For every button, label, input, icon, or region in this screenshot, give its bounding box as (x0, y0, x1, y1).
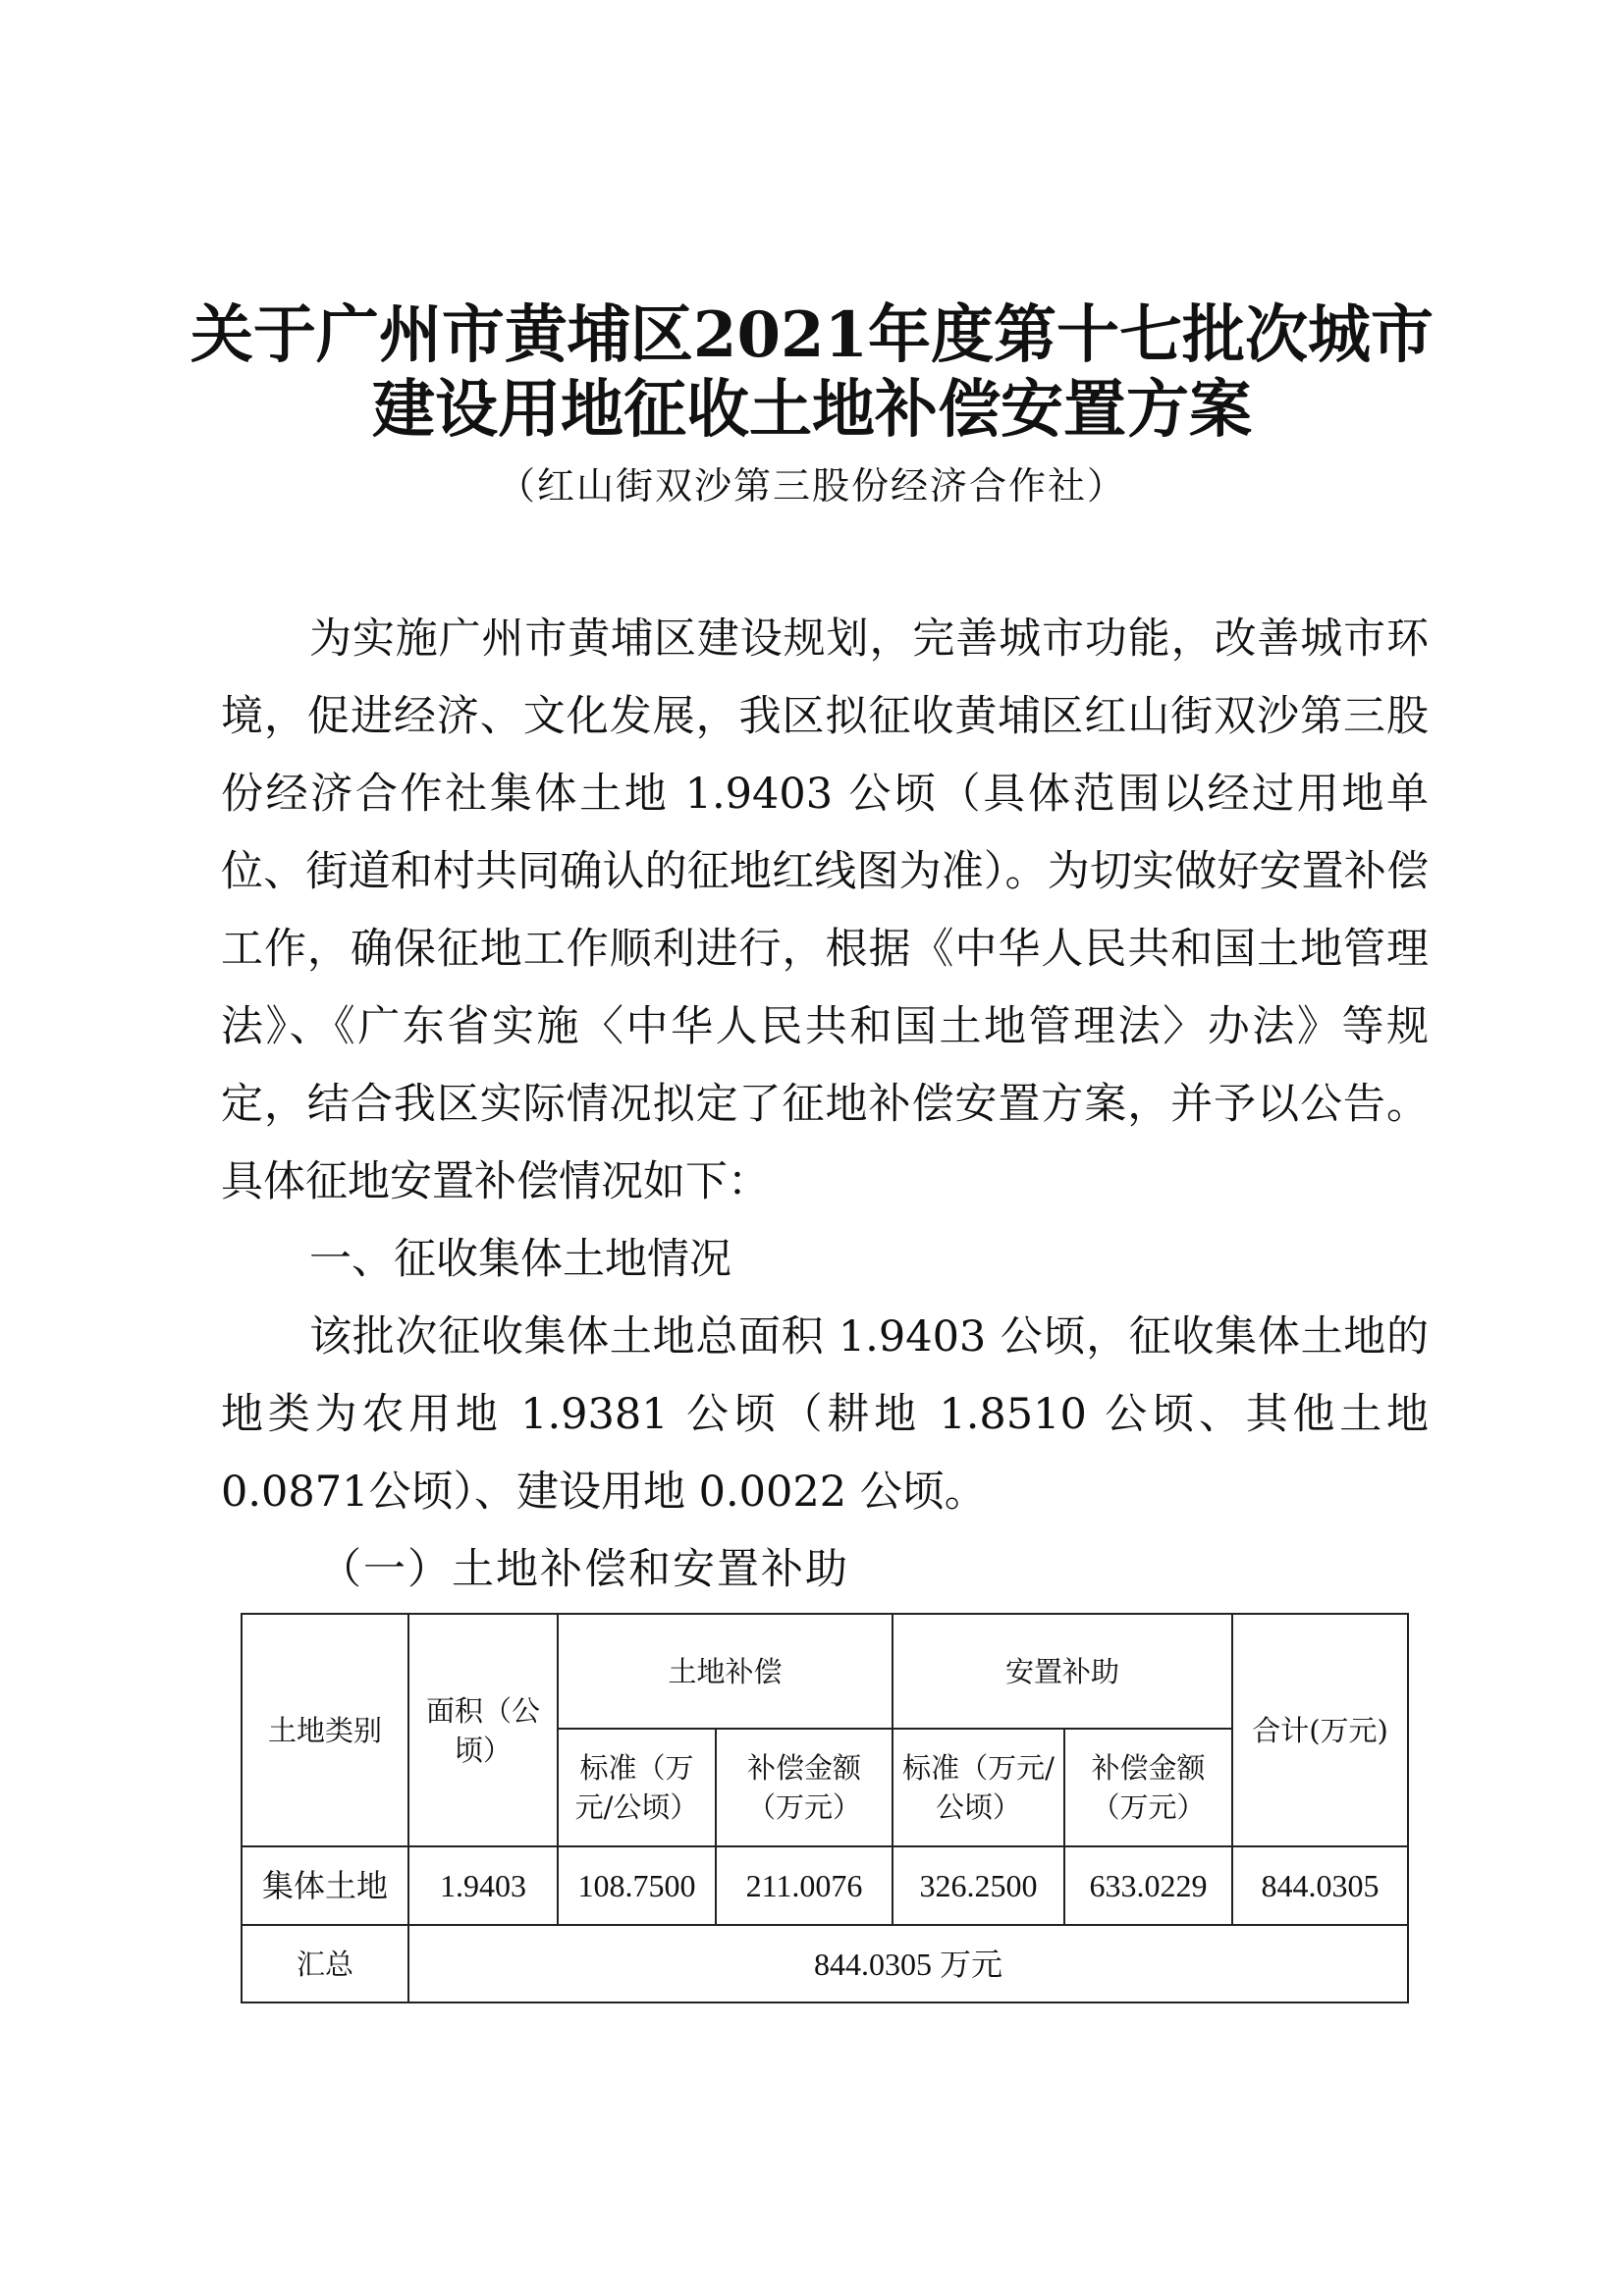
document-body (221, 601, 1429, 2003)
header-land-type: 土地类别 (242, 1614, 408, 1846)
intro-paragraph (221, 601, 1429, 1221)
cell-standard-2: 326.2500 (893, 1846, 1064, 1925)
subsection-heading: （一）土地补偿和安置补助 (319, 1545, 849, 1594)
cell-total: 844.0305 (1232, 1846, 1408, 1925)
document-subtitle: （红山街双沙第三股份经济合作社） (497, 464, 1126, 507)
header-total: 合计(万元) (1232, 1614, 1408, 1846)
table-row (242, 1846, 1408, 1925)
header-area: 面积（公顷） (408, 1614, 558, 1846)
body-line: 份经济合作社集体土地 1.9403 公顷（具体范围以经过用地单位、 (221, 770, 1429, 896)
cell-standard-1: 108.7500 (558, 1846, 716, 1925)
header-amount-2: 补偿金额（万元） (1064, 1729, 1232, 1846)
body-line: 《广东省实施〈中华人民共和国土地管理法〉办法》等规定，结 (221, 1002, 1430, 1129)
cell-land-type: 集体土地 (242, 1846, 408, 1925)
body-line: 街道和村共同确认的征地红线图为准）。为切实做好安置补偿工 (221, 847, 1430, 974)
body-line: 为实施广州市黄埔区建设规划，完善城市功能，改善城市环 (309, 614, 1429, 664)
section-heading-text: 一、征收集体土地情况 (309, 1235, 731, 1284)
land-paragraph (221, 1299, 1429, 1531)
document-title-line-1: 关于广州市黄埔区2021年度第十七批次城市 (189, 298, 1435, 372)
body-line: 合我区实际情况拟定了征地补偿安置方案，并予以公告。具体征 (221, 1080, 1430, 1206)
header-resettlement-subsidy: 安置补助 (893, 1614, 1232, 1729)
summary-value: 844.0305 万元 (408, 1925, 1408, 2002)
body-line: 境，促进经济、文化发展，我区拟征收黄埔区红山街双沙第三股 (221, 692, 1429, 741)
cell-area: 1.9403 (408, 1846, 558, 1925)
cell-amount-2: 633.0229 (1064, 1846, 1232, 1925)
header-standard-2: 标准（万元/公顷） (893, 1729, 1064, 1846)
section-heading (221, 1221, 1429, 1299)
cell-amount-1: 211.0076 (716, 1846, 893, 1925)
header-standard-1: 标准（万元/公顷） (558, 1729, 716, 1846)
header-land-compensation: 土地补偿 (558, 1614, 893, 1729)
body-line: 地安置补偿情况如下： (348, 1157, 770, 1206)
header-amount-1: 补偿金额（万元） (716, 1729, 893, 1846)
body-line: 地类为农用地 1.9381 公顷（耕地 1.8510 公顷、其他土地 0.0871 (221, 1390, 1429, 1517)
body-line: 作，确保征地工作顺利进行，根据《中华人民共和国土地管理法》、 (221, 925, 1430, 1051)
body-line: 公顷）、建设用地 0.0022 公顷。 (368, 1468, 987, 1517)
summary-row (242, 1925, 1408, 2002)
body-line: 该批次征收集体土地总面积 1.9403 公顷，征收集体土地的 (309, 1312, 1429, 1362)
compensation-table (241, 1613, 1409, 2003)
document-title-line-2: 建设用地征收土地补偿安置方案 (372, 373, 1252, 447)
summary-label: 汇总 (242, 1925, 408, 2002)
